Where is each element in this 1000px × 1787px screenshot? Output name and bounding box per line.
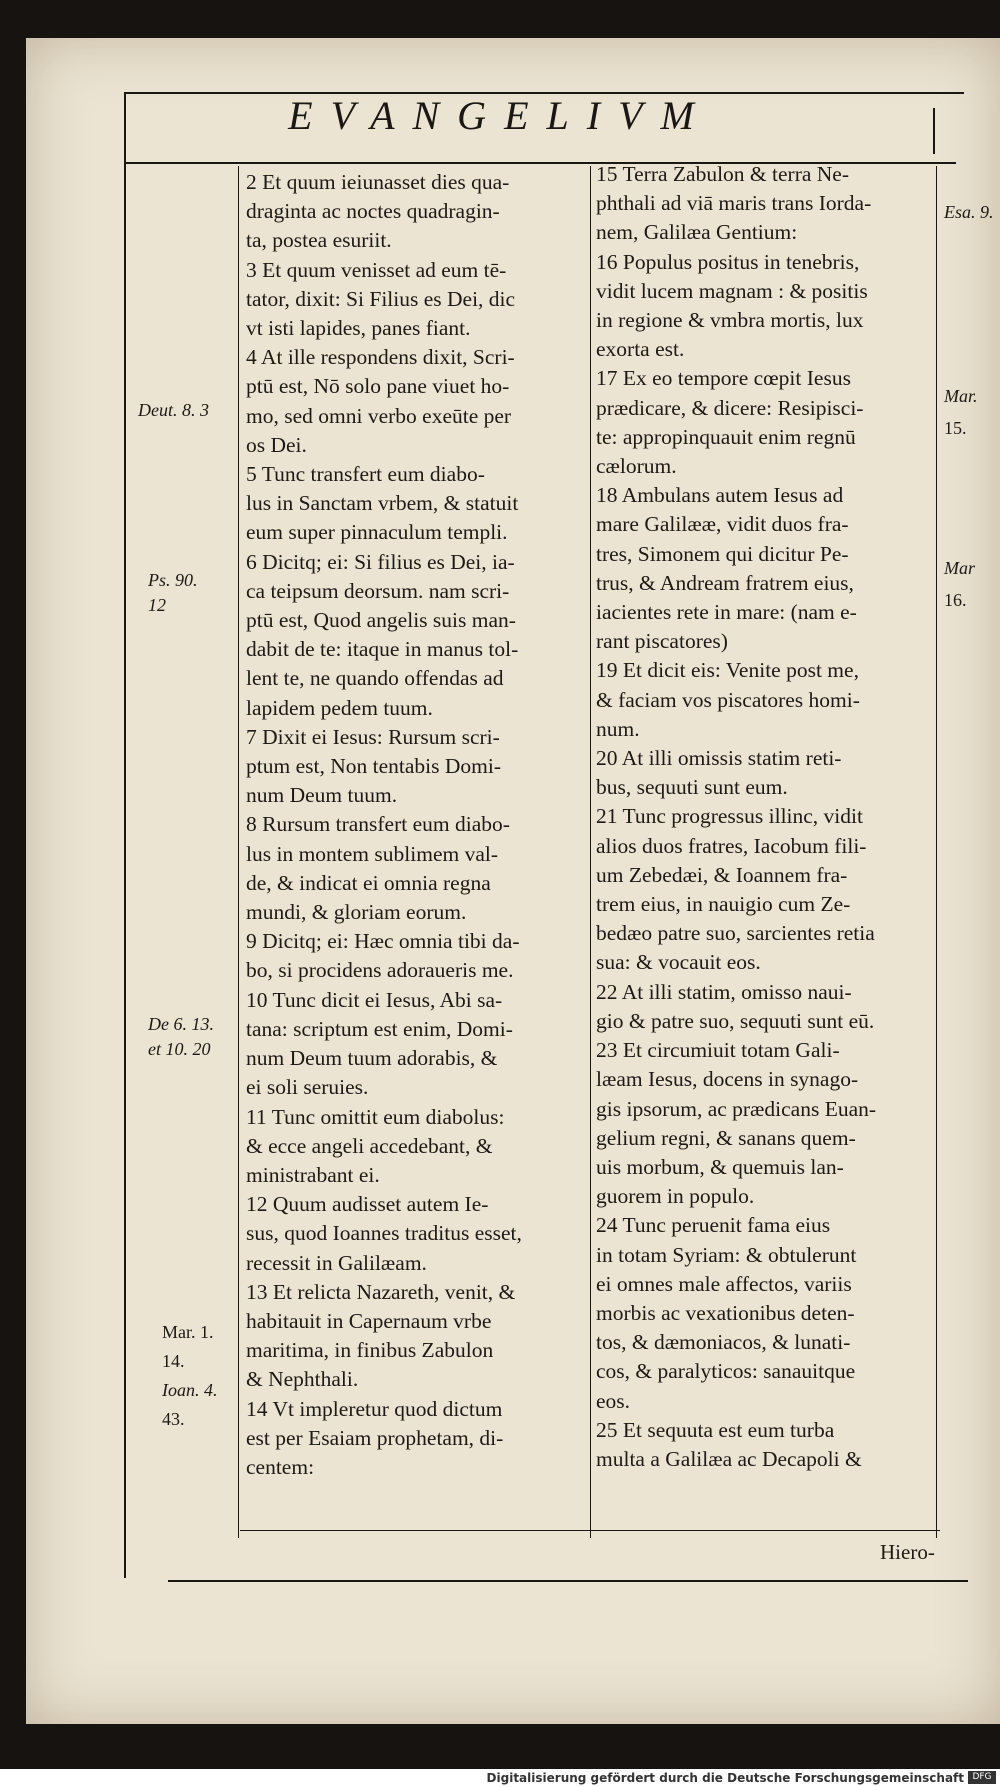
verse: [596, 248, 936, 365]
verse-line: sus, quod Ioannes traditus esset,: [246, 1221, 522, 1246]
verse-line: est per Esaiam prophetam, di-: [246, 1425, 504, 1450]
verse-line: prædicare, & dicere: Resipisci-: [596, 395, 864, 420]
verse-line: tana: scriptum est enim, Domi-: [246, 1016, 513, 1041]
verse-line: & ecce angeli accedebant, &: [246, 1133, 493, 1158]
verse-line: 20 At illi omissis statim reti-: [596, 746, 842, 771]
verse-line: ca teipsum deorsum. nam scri-: [246, 578, 510, 603]
verse: [596, 364, 936, 481]
verse-line: te: appropinquauit enim regnū: [596, 424, 856, 449]
verse-line: num Deum tuum.: [246, 783, 398, 808]
verse: [246, 1278, 590, 1395]
verse-line: lus in montem sublimem val-: [246, 841, 499, 866]
verse-line: 18 Ambulans autem Iesus ad: [596, 483, 844, 508]
verse-line: vidit lucem magnam : & positis: [596, 278, 868, 303]
verse-line: 6 Dicitq; ei: Si filius es Dei, ia-: [246, 549, 515, 574]
note-ref: 14.: [162, 1351, 185, 1371]
verse: [246, 1395, 590, 1483]
verse-line: eum super pinnaculum templi.: [246, 520, 508, 545]
verse-line: ptū est, Nō solo pane viuet ho-: [246, 374, 510, 399]
verse-line: ministrabant ei.: [246, 1162, 380, 1187]
margin-note-left: [138, 398, 209, 423]
verse: [246, 986, 590, 1103]
verse-line: recessit in Galilæam.: [246, 1250, 427, 1275]
verse-line: exorta est.: [596, 337, 685, 362]
margin-note-left: [148, 568, 198, 618]
verse-line: sua: & vocauit eos.: [596, 950, 761, 975]
column-divider: [590, 166, 591, 1538]
verse: [596, 656, 936, 744]
verse-line: vt isti lapides, panes fiant.: [246, 316, 471, 341]
note-ref: Ioan. 4.: [162, 1380, 218, 1400]
verse-line: cælorum.: [596, 454, 677, 479]
verse: [596, 160, 936, 248]
verse-line: mo, sed omni verbo exeūte per: [246, 403, 512, 428]
verse-line: rant piscatores): [596, 629, 728, 654]
verse-line: 12 Quum audisset autem Ie-: [246, 1192, 489, 1217]
verse-line: mundi, & gloriam eorum.: [246, 900, 467, 925]
verse: [246, 1103, 590, 1191]
verse: [596, 1211, 936, 1415]
margin-note-left: [162, 1318, 218, 1434]
verse-line: ei omnes male affectos, variis: [596, 1271, 852, 1296]
verse-line: gio & patre suo, sequuti sunt eū.: [596, 1008, 875, 1033]
verse-line: lus in Sanctam vrbem, & statuit: [246, 491, 519, 516]
verse-line: 4 At ille respondens dixit, Scri-: [246, 345, 515, 370]
verse-line: bedæo patre suo, sarcientes retia: [596, 921, 875, 946]
verse-line: alios duos fratres, Iacobum fili-: [596, 833, 867, 858]
verse: [596, 481, 936, 656]
verse-line: tres, Simonem qui dicitur Pe-: [596, 541, 849, 566]
verse-line: ta, postea esuriit.: [246, 228, 392, 253]
verse: [246, 723, 590, 811]
verse-line: dabit de te: itaque in manus tol-: [246, 637, 519, 662]
verse-line: 9 Dicitq; ei: Hæc omnia tibi da-: [246, 929, 520, 954]
note-ref: De 6. 13.: [148, 1014, 214, 1034]
verse: [246, 1190, 590, 1278]
margin-divider-right: [936, 166, 937, 1538]
verse-line: 8 Rursum transfert eum diabo-: [246, 812, 510, 837]
verse-line: de, & indicat ei omnia regna: [246, 870, 491, 895]
verse-line: & Nephthali.: [246, 1367, 359, 1392]
verse-line: 3 Et quum venisset ad eum tē-: [246, 257, 507, 282]
verse-line: centem:: [246, 1454, 315, 1479]
verse: [246, 168, 590, 256]
verse-line: os Dei.: [246, 432, 307, 457]
verse-line: 2 Et quum ieiunasset dies qua-: [246, 170, 510, 194]
verse: [246, 460, 590, 548]
text-column-right: [596, 160, 936, 1474]
verse-line: & faciam vos piscatores homi-: [596, 687, 860, 712]
verse-line: 16 Populus positus in tenebris,: [596, 249, 860, 274]
margin-divider-left: [238, 166, 239, 1538]
verse-line: multa a Galilæa ac Decapoli &: [596, 1446, 862, 1471]
verse-line: tator, dixit: Si Filius es Dei, dic: [246, 286, 516, 311]
verse-line: ptū est, Quod angelis suis man-: [246, 608, 516, 633]
text-column-left: [246, 168, 590, 1482]
catchword: Hiero-: [880, 1540, 935, 1564]
verse-line: eos.: [596, 1388, 631, 1413]
verse-line: guorem in populo.: [596, 1184, 755, 1209]
note-ref: 12: [148, 595, 166, 615]
verse-line: ei soli seruies.: [246, 1075, 369, 1100]
verse-line: draginta ac noctes quadragin-: [246, 199, 500, 224]
verse-line: phthali ad viā maris trans Iorda-: [596, 191, 872, 216]
verse: [246, 548, 590, 723]
verse-line: num.: [596, 716, 640, 741]
verse-line: 22 At illi statim, omisso naui-: [596, 979, 852, 1004]
note-ref: 43.: [162, 1409, 185, 1429]
note-ref: Mar.: [944, 386, 978, 406]
verse-line: in regione & vmbra mortis, lux: [596, 308, 864, 333]
verse-line: gis ipsorum, ac prædicans Euan-: [596, 1096, 877, 1121]
note-ref: et 10. 20: [148, 1039, 211, 1059]
verse-line: 5 Tunc transfert eum diabo-: [246, 462, 485, 487]
note-ref: Ps. 90.: [148, 570, 198, 590]
verse-line: 11 Tunc omittit eum diabolus:: [246, 1104, 505, 1129]
funding-notice: Digitalisierung gefördert durch die Deutsche Forschungsgemeinschaft: [486, 1771, 964, 1785]
verse: [246, 256, 590, 344]
verse-line: in totam Syriam: & obtulerunt: [596, 1242, 857, 1267]
verse: [596, 1036, 936, 1211]
verse-line: 24 Tunc peruenit fama eius: [596, 1213, 831, 1238]
dfg-logo: DFG: [968, 1771, 996, 1784]
verse-line: lent te, ne quando offendas ad: [246, 666, 504, 691]
verse-line: 25 Et sequuta est eum turba: [596, 1417, 835, 1442]
note-ref: Esa. 9.: [944, 202, 994, 222]
running-head: EVANGELIVM: [288, 93, 712, 138]
note-ref: Mar: [944, 558, 975, 578]
note-ref: Deut. 8. 3: [138, 400, 209, 420]
verse: [596, 1416, 936, 1474]
verse-line: 10 Tunc dicit ei Iesus, Abi sa-: [246, 987, 503, 1012]
margin-note-left: [148, 1012, 214, 1062]
verse-line: morbis ac vexationibus deten-: [596, 1300, 855, 1325]
verse-line: cos, & paralyticos: sanauitque: [596, 1359, 856, 1384]
verse-line: mare Galilææ, vidit duos fra-: [596, 512, 849, 537]
verse: [246, 927, 590, 985]
verse-line: 14 Vt impleretur quod dictum: [246, 1396, 503, 1421]
verse-line: bo, si procidens adoraueris me.: [246, 958, 514, 983]
verse-line: trus, & Andream fratrem eius,: [596, 570, 854, 595]
verse: [246, 343, 590, 460]
verse-line: num Deum tuum adorabis, &: [246, 1046, 498, 1071]
note-ref: Mar. 1.: [162, 1322, 214, 1342]
verse-line: 17 Ex eo tempore cœpit Iesus: [596, 366, 851, 391]
verse-line: nem, Galilæa Gentium:: [596, 220, 798, 245]
verse-line: uis morbum, & quemuis lan-: [596, 1154, 844, 1179]
verse-line: trem eius, in nauigio cum Ze-: [596, 892, 851, 917]
verse-line: 7 Dixit ei Iesus: Rursum scri-: [246, 724, 500, 749]
verse-line: 15 Terra Zabulon & terra Ne-: [596, 162, 850, 186]
verse-line: gelium regni, & sanans quem-: [596, 1125, 856, 1150]
verse: [596, 802, 936, 977]
margin-note-right: [944, 200, 994, 225]
verse-line: 19 Et dicit eis: Venite post me,: [596, 658, 859, 683]
verse: [596, 978, 936, 1036]
verse-line: læam Iesus, docens in synago-: [596, 1067, 859, 1092]
bottom-rule: [240, 1530, 940, 1531]
footer-rule: [168, 1580, 968, 1582]
verse-line: tos, & dæmoniacos, & lunati-: [596, 1330, 851, 1355]
note-ref: 15.: [944, 418, 967, 438]
verse-line: habitauit in Capernaum vrbe: [246, 1308, 492, 1333]
verse-line: lapidem pedem tuum.: [246, 695, 433, 720]
verse-line: bus, sequuti sunt eum.: [596, 775, 788, 800]
verse-line: 23 Et circumiuit totam Gali-: [596, 1038, 840, 1063]
verse: [246, 810, 590, 927]
left-border: [124, 92, 126, 1578]
margin-note-right: [944, 552, 975, 616]
verse-line: um Zebedæi, & Ioannem fra-: [596, 862, 848, 887]
verse-line: 13 Et relicta Nazareth, venit, &: [246, 1279, 516, 1304]
verse-line: iacientes rete in mare: (nam e-: [596, 600, 857, 625]
note-ref: 16.: [944, 590, 967, 610]
verse-line: 21 Tunc progressus illinc, vidit: [596, 804, 863, 829]
verse-line: maritima, in finibus Zabulon: [246, 1338, 494, 1363]
verse-line: ptum est, Non tentabis Domi-: [246, 754, 501, 779]
margin-note-right: [944, 380, 978, 444]
verse: [596, 744, 936, 802]
